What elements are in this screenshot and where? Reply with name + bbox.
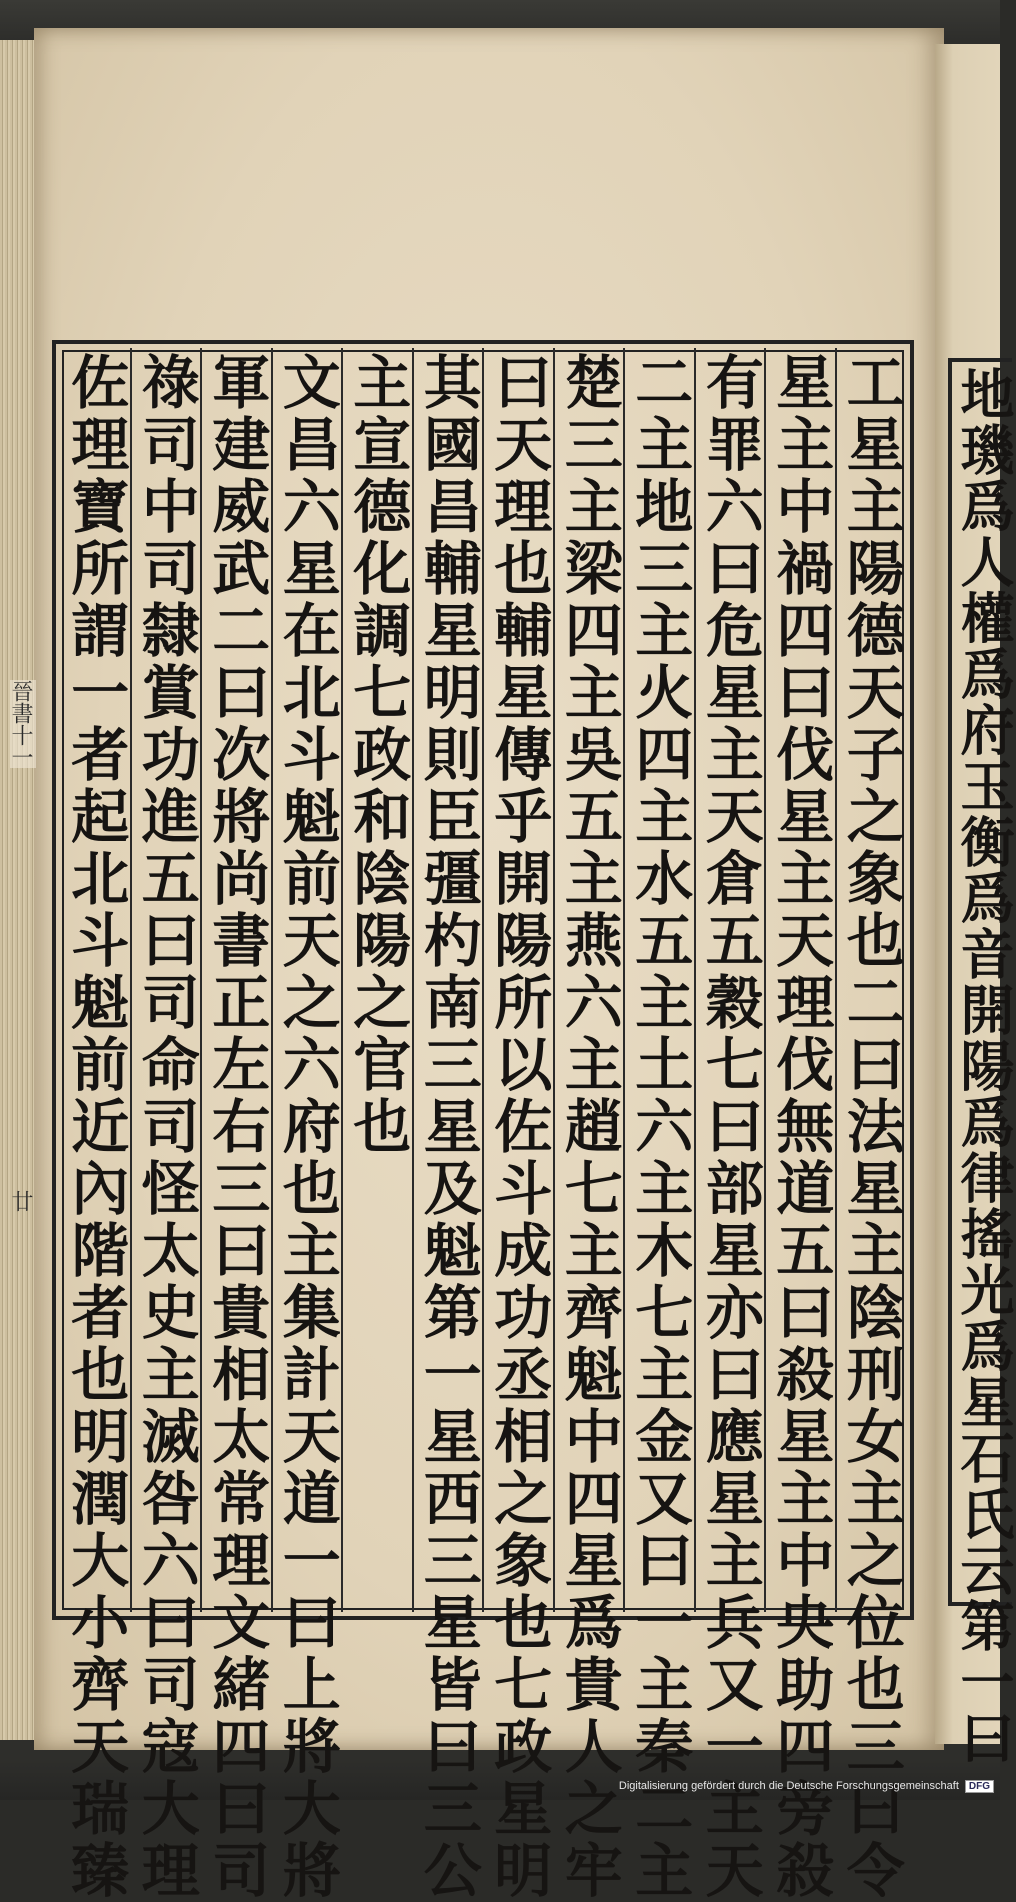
text-column: 文昌六星在北斗魁前天之六府也主集計天道一曰上將大將 — [272, 352, 341, 1902]
digitization-footer — [619, 1776, 994, 1796]
text-column: 有罪六曰危星主天倉五穀七曰部星亦曰應星主兵又一主天 — [695, 352, 764, 1902]
text-column: 祿司中司隸賞功進五曰司命司怪太史主滅咎六曰司寇大理 — [131, 352, 200, 1902]
text-column: 佐理寶所謂一者起北斗魁前近內階者也明潤大小齊天瑞臻 — [61, 352, 130, 1902]
page-edge-stack — [0, 40, 38, 1740]
dfg-logo: DFG — [965, 1780, 994, 1793]
text-column: 工星主陽德天子之象也二曰法星主陰刑女主之位也三曰令 — [836, 352, 905, 1902]
text-column: 軍建威武二曰次將尚書正左右三曰貴相太常理文緒四曰司 — [202, 352, 271, 1902]
margin-page-number: 廿 — [8, 1190, 33, 1212]
text-column: 其國昌輔星明則臣彊杓南三星及魁第一星西三星皆曰三公 — [413, 352, 482, 1902]
margin-title: 晉書十一 — [10, 680, 36, 768]
text-column: 二主地三主火四主水五主土六主木七主金又曰一主秦二主 — [625, 352, 694, 1902]
text-column: 星主中禍四曰伐星主天理伐無道五曰殺星主中央助四旁殺 — [766, 352, 835, 1902]
footer-text: Digitalisierung gefördert durch die Deutsche Forschungsgemeinschaft — [618, 1780, 959, 1792]
facing-page-text: 地璣爲人權爲府玉衡爲音開陽爲律搖光爲星石氏云第一曰 — [952, 366, 1016, 1766]
text-column: 曰天理也輔星傳乎開陽所以佐斗成功丞相之象也七政星明 — [484, 352, 553, 1902]
text-column: 主宣德化調七政和陰陽之官也 — [343, 352, 412, 1158]
text-column: 楚三主梁四主吳五主燕六主趙七主齊魁中四星爲貴人之牢 — [554, 352, 623, 1902]
